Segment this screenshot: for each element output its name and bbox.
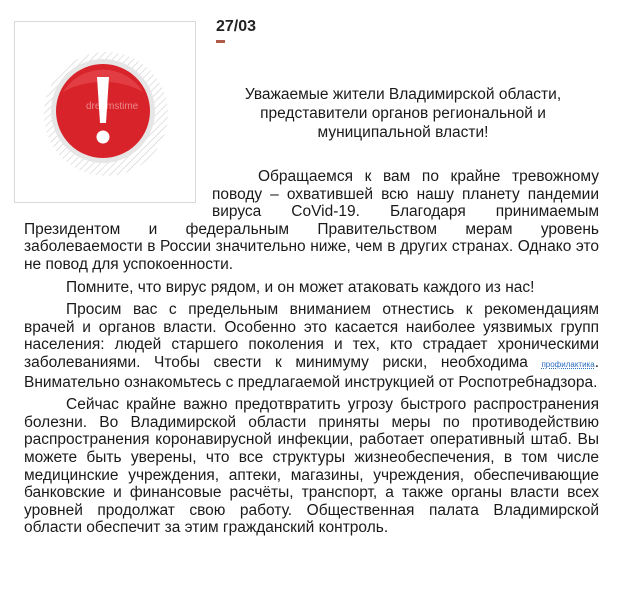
thumbnail-spacer <box>24 168 212 218</box>
prevention-link[interactable]: профилактика <box>541 359 595 369</box>
watermark-text: dreamstime <box>86 101 139 112</box>
date-underline <box>216 40 225 43</box>
paragraph-1: Обращаемся к вам по крайне тревожному поводу – охватившей всю нашу планету пандемии вируса CoVid-19. Благодаря принимаемым Президентом и федеральным Правительством мерам уровень заболеваемости в России значительно ниже, чем в других странах. Однако это не повод для успокоенности. <box>24 168 599 273</box>
post-heading <box>200 85 606 142</box>
paragraph-2: Помните, что вирус рядом, и он может атаковать каждого из нас! <box>66 278 535 296</box>
paragraph-3: Просим вас с предельным вниманием отнестись к рекомендациям врачей и органов власти. Особенно это касается наиболее уязвимых групп населения: людей старшего поколения и тех, кто страдает хроническими заболеваниями. Чтобы свести к минимуму риски, необходима профилактика. Внимательно ознакомьтесь с предлагаемой инструкцией от Роспотребнадзора. <box>24 301 599 391</box>
heading-line: муниципальной власти! <box>317 124 489 141</box>
paragraph-4: Сейчас крайне важно предотвратить угрозу быстрого распространения болезни. Во Владимирской области приняты меры по противодействию распространения коронавирусной инфекции, работает оперативный штаб. Вы можете быть уверены, что все структуры жизнеобеспечения, в том числе медицинские учреждения, аптеки, магазины, учреждения, обеспечивающие банковские и финансовые расчёты, транспорт, а также органы власти всех уровней продолжат свою работу. Общественная палата Владимирской области обеспечит за этим гражданский контроль. <box>24 396 599 537</box>
heading-line: представители органов региональной и <box>260 105 546 122</box>
post-body <box>0 168 624 542</box>
post-date: 27/03 <box>216 18 257 35</box>
heading-line: Уважаемые жители Владимирской области, <box>244 86 562 103</box>
